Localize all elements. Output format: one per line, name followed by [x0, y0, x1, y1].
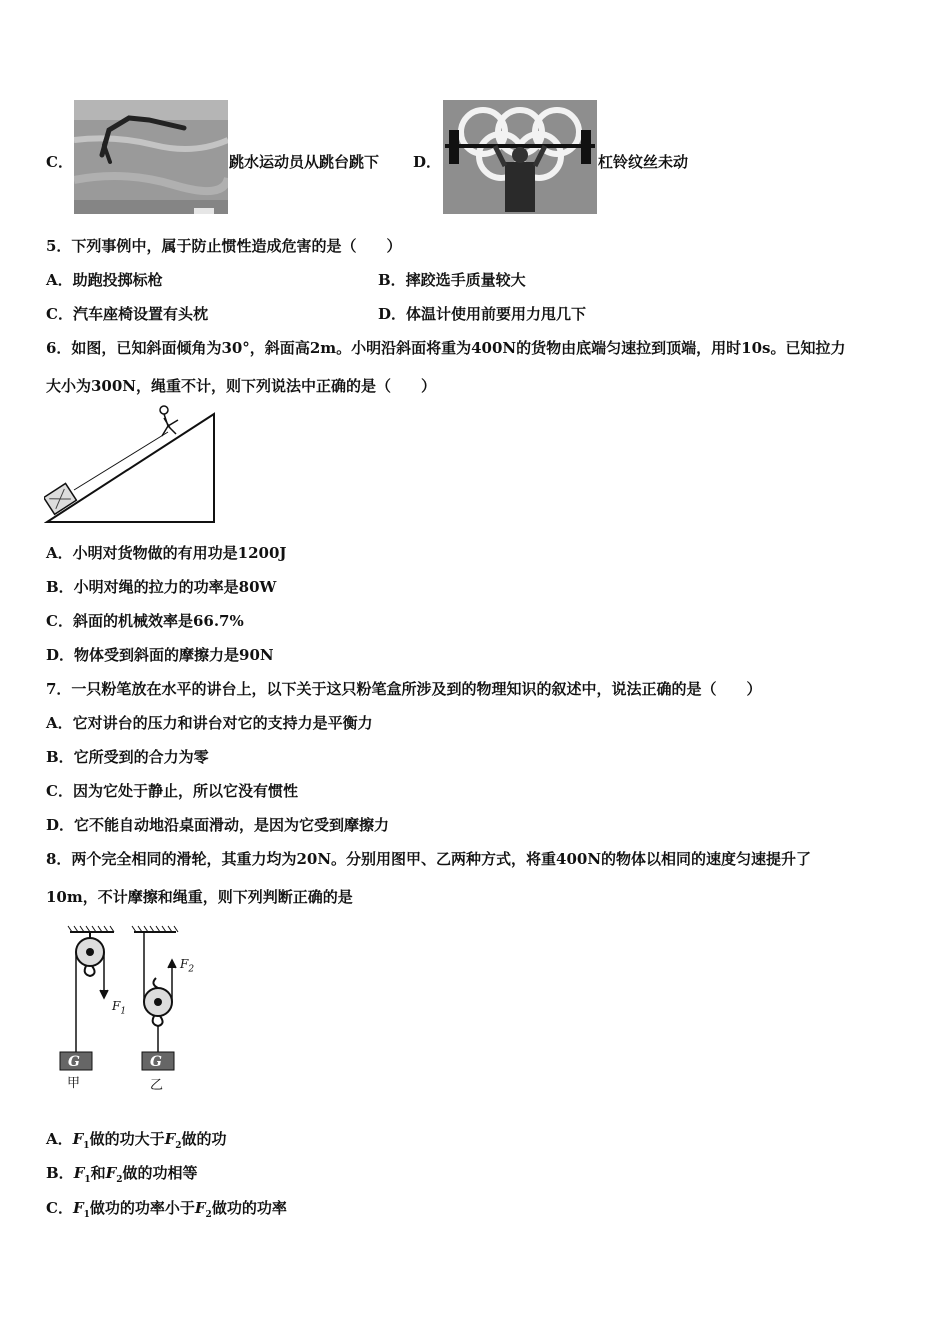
- q7-option-a: A．它对讲台的压力和讲台对它的支持力是平衡力: [46, 714, 373, 732]
- q6-stem-line2: 大小为300N，绳重不计，则下列说法中正确的是（ ）: [46, 377, 437, 395]
- q6-option-d: D．物体受到斜面的摩擦力是90N: [46, 646, 274, 664]
- q4-option-c-caption: 跳水运动员从跳台跳下: [229, 153, 380, 171]
- q4-option-d-label: D．: [413, 153, 442, 171]
- diver-photo: [74, 100, 228, 214]
- q5-option-b: B．摔跤选手质量较大: [378, 271, 526, 289]
- q7-option-b: B．它所受到的合力为零: [46, 748, 209, 766]
- q6-option-b: B．小明对绳的拉力的功率是80W: [46, 578, 277, 596]
- pulley-yi-weight-label: G: [150, 1054, 162, 1070]
- q8-option-a: A．$F_1$做的功大于$F_2$做的功: [46, 1130, 227, 1151]
- weightlifter-photo: [443, 100, 597, 214]
- q5-option-a: A．助跑投掷标枪: [46, 271, 163, 289]
- q6-stem-line1: 6．如图，已知斜面倾角为30°，斜面高2m。小明沿斜面将重为400N的货物由底端匀速拉到顶端，用时10s。已知拉力: [46, 339, 846, 357]
- pulley-f2-label: $F_2$: [180, 957, 195, 975]
- q8-option-b: B．$F_1$和$F_2$做的功相等: [46, 1164, 198, 1185]
- q5-option-c: C．汽车座椅设置有头枕: [46, 305, 208, 323]
- q7-stem: 7．一只粉笔放在水平的讲台上，以下关于这只粉笔盒所涉及到的物理知识的叙述中，说法正确的是（ ）: [46, 680, 762, 698]
- q6-option-a: A．小明对货物做的有用功是1200J: [46, 544, 287, 562]
- q7-option-d: D．它不能自动地沿桌面滑动，是因为它受到摩擦力: [46, 816, 390, 834]
- pulley-f1-label: $F_1$: [112, 999, 127, 1017]
- pulley-jia-weight-label: G: [68, 1054, 80, 1070]
- incline-figure: [44, 402, 218, 526]
- q7-option-c: C．因为它处于静止，所以它没有惯性: [46, 782, 298, 800]
- q4-option-d-caption: 杠铃纹丝未动: [598, 153, 689, 171]
- q6-option-c: C．斜面的机械效率是66.7%: [46, 612, 244, 630]
- q8-stem-line2: 10m，不计摩擦和绳重，则下列判断正确的是: [46, 888, 353, 906]
- q5-option-d: D．体温计使用前要用力甩几下: [378, 305, 587, 323]
- q5-stem: 5．下列事例中，属于防止惯性造成危害的是（ ）: [46, 237, 402, 255]
- q4-option-c-label: C．: [46, 153, 73, 171]
- q8-stem-line1: 8．两个完全相同的滑轮，其重力均为20N。分别用图甲、乙两种方式，将重400N的物体以相同的速度匀速提升了: [46, 850, 812, 868]
- pulley-jia-label: 甲: [67, 1076, 81, 1091]
- pulley-yi-label: 乙: [150, 1078, 164, 1093]
- q8-option-c: C．$F_1$做功的功率小于$F_2$做功的功率: [46, 1199, 287, 1220]
